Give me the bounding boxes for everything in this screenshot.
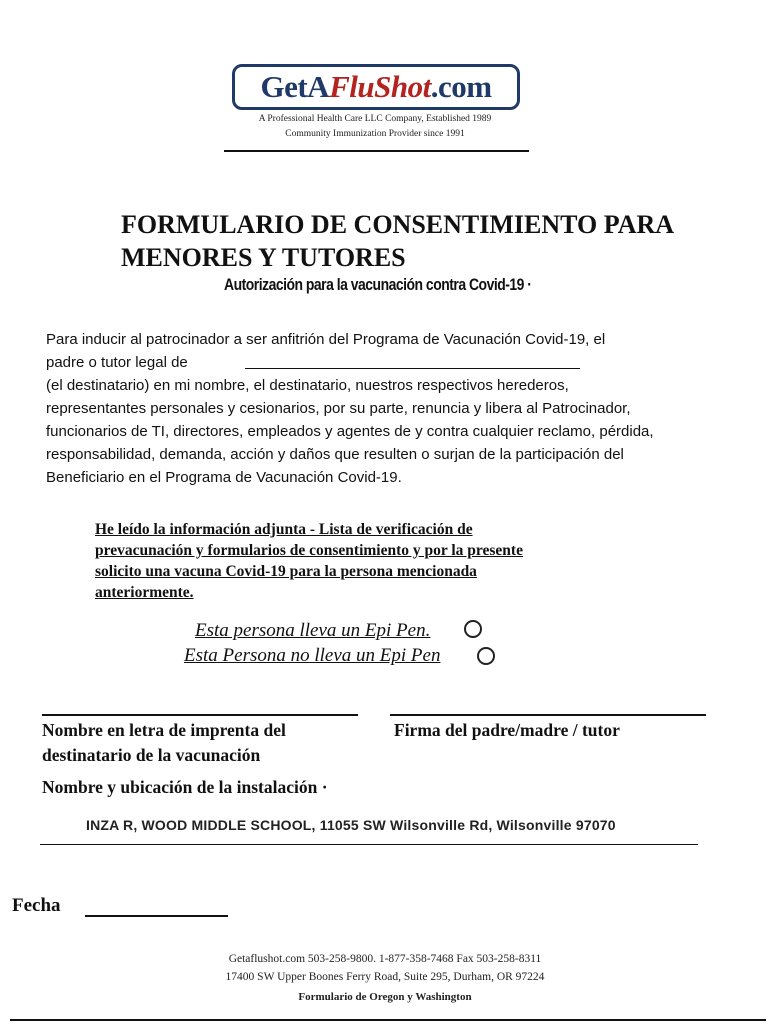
footer-address: 17400 SW Upper Boones Ferry Road, Suite 295, Durham, OR 97224 xyxy=(225,971,545,983)
facility-value: INZA R, WOOD MIDDLE SCHOOL, 11055 SW Wilsonville Rd, Wilsonville 97070 xyxy=(86,817,616,833)
form-title-line1: FORMULARIO DE CONSENTIMIENTO PARA xyxy=(121,210,675,239)
guardian-signature-label: Firma del padre/madre / tutor xyxy=(394,720,620,740)
facility-label: Nombre y ubicación de la instalación · xyxy=(42,777,328,797)
acknowledgement-line: prevacunación y formularios de consentimiento y por la presente xyxy=(95,542,523,559)
acknowledgement-line: anteriormente. xyxy=(95,584,194,601)
paragraph-line: funcionarios de TI, directores, empleados y agentes de y contra cualquier reclamo, pérdida, xyxy=(46,423,654,440)
recipient-name-line[interactable] xyxy=(42,714,358,716)
paragraph-line: (el destinatario) en mi nombre, el destinatario, nuestros respectivos herederos, xyxy=(46,377,569,394)
acknowledgement-line: solicito una vacuna Covid-19 para la persona mencionada xyxy=(95,563,477,580)
epi-pen-yes-label: Esta persona lleva un Epi Pen. xyxy=(195,620,431,641)
acknowledgement-line: He leído la información adjunta - Lista de verificación de xyxy=(95,521,473,538)
recipient-name-label xyxy=(42,718,286,768)
logo-tagline-1: A Professional Health Care LLC Company, Established 1989 xyxy=(258,114,492,124)
date-label: Fecha xyxy=(12,895,61,916)
recipient-name-label-line2: destinatario de la vacunación xyxy=(42,745,261,765)
form-title-line2: MENORES Y TUTORES xyxy=(121,243,406,272)
footer-divider xyxy=(10,1019,766,1021)
logo-text-part1: GetA xyxy=(260,69,330,104)
paragraph-line: responsabilidad, demanda, acción y daños que resulten o surjan de la participación del xyxy=(46,446,624,463)
acknowledgement-statement xyxy=(95,519,595,603)
logo-divider xyxy=(224,150,529,152)
form-title xyxy=(121,208,674,274)
form-subtitle: Autorización para la vacunación contra Covid-19 · xyxy=(224,275,532,294)
epi-pen-no-radio[interactable] xyxy=(477,647,495,665)
paragraph-line: representantes personales y cesionarios, por su parte, renuncia y libera al Patrocinador, xyxy=(46,400,631,417)
epi-pen-yes-radio[interactable] xyxy=(464,620,482,638)
date-line[interactable] xyxy=(85,915,228,917)
logo-text-part3: .com xyxy=(430,69,492,104)
company-logo xyxy=(232,64,520,110)
logo-tagline-2: Community Immunization Provider since 1991 xyxy=(285,129,465,139)
paragraph-line: Para inducir al patrocinador a ser anfitrión del Programa de Vacunación Covid-19, el xyxy=(46,331,606,348)
facility-line[interactable] xyxy=(40,844,698,845)
paragraph-line: padre o tutor legal de xyxy=(46,354,188,371)
guardian-of-blank-line[interactable] xyxy=(245,368,580,369)
epi-pen-no-label: Esta Persona no lleva un Epi Pen xyxy=(184,645,441,666)
footer-contact: Getaflushot.com 503-258-9800. 1-877-358-7468 Fax 503-258-8311 xyxy=(228,953,542,965)
paragraph-line: Beneficiario en el Programa de Vacunación Covid-19. xyxy=(46,469,402,486)
logo-text-part2: FluShot xyxy=(329,69,431,104)
footer-form-state: Formulario de Oregon y Washington xyxy=(298,991,472,1003)
guardian-signature-line[interactable] xyxy=(390,714,706,716)
recipient-name-label-line1: Nombre en letra de imprenta del xyxy=(42,720,286,740)
